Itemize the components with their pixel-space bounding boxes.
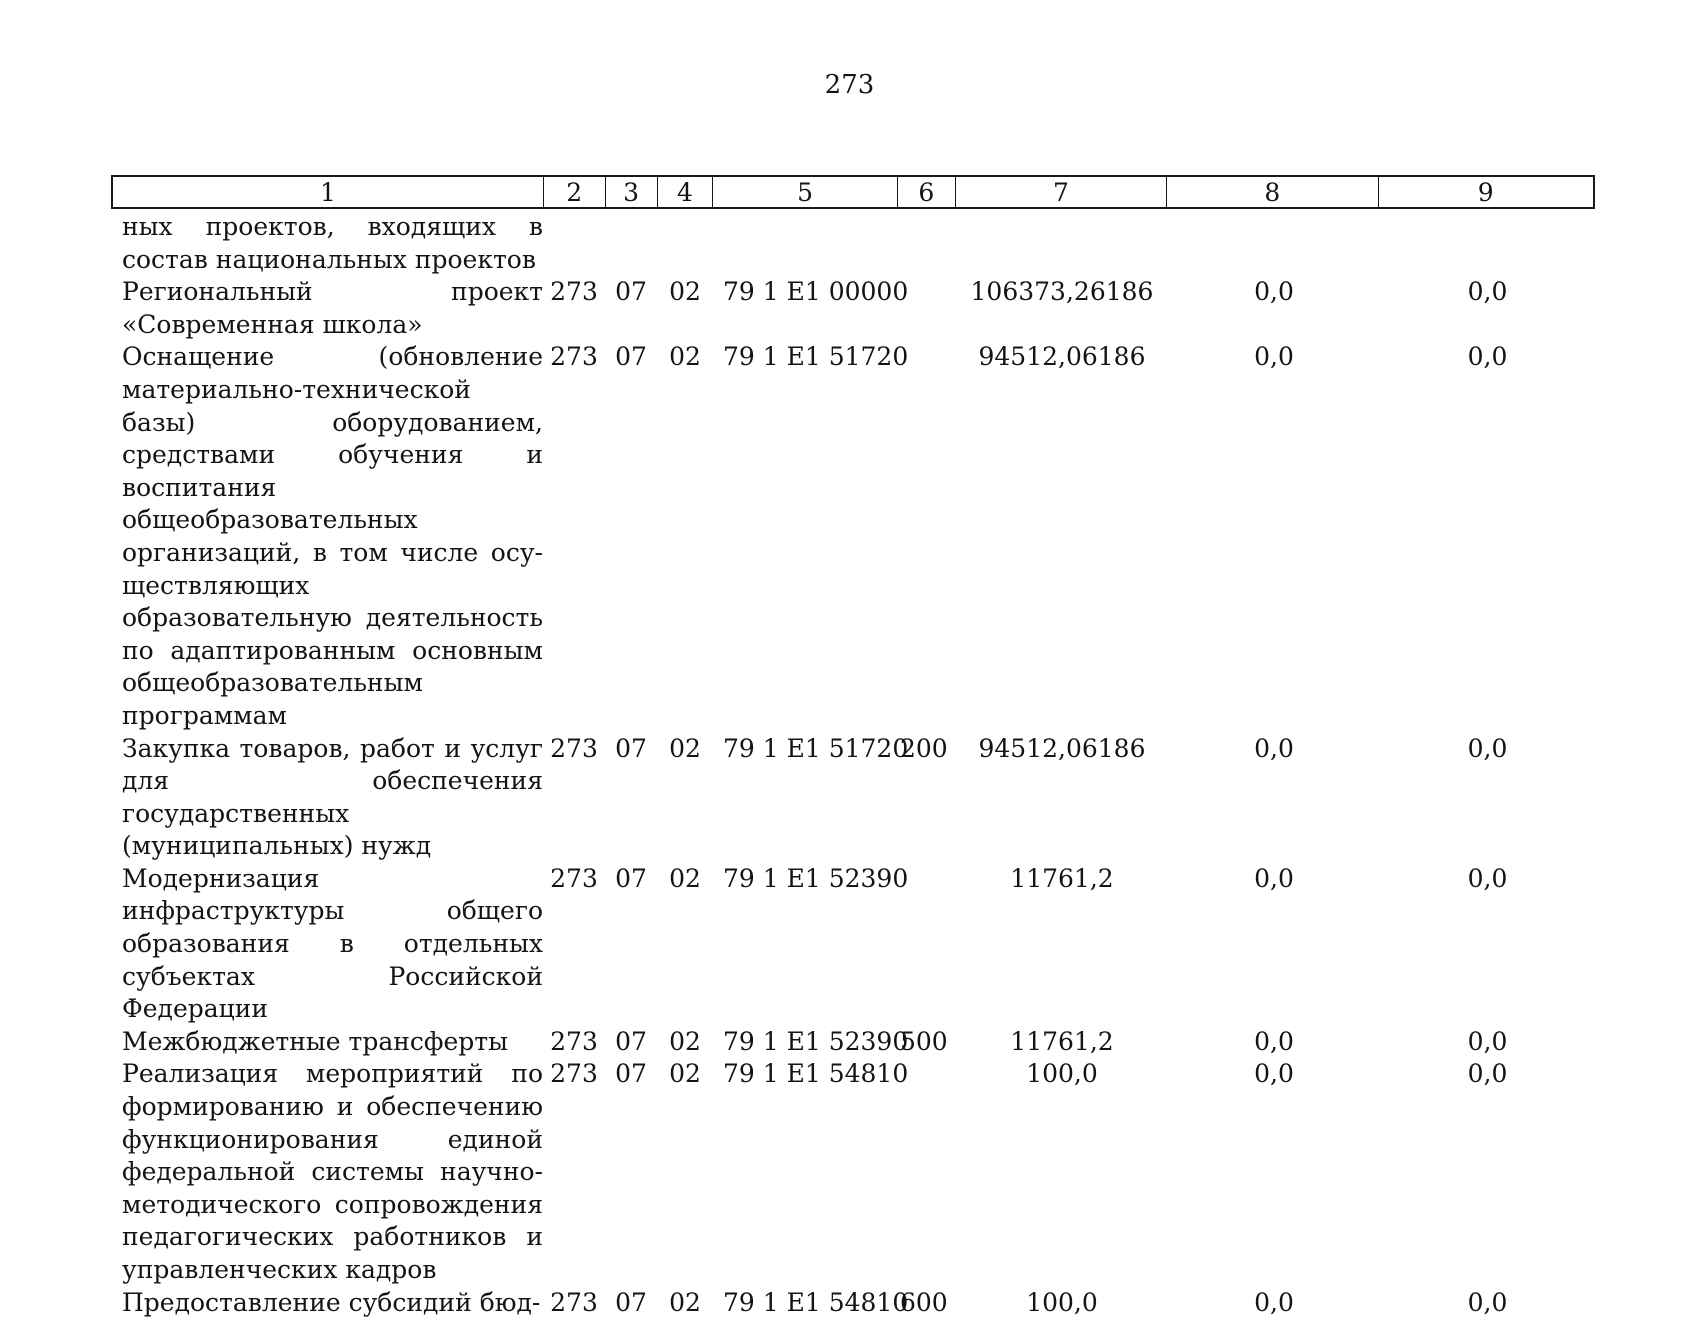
cell-admin-code: 273 — [550, 277, 598, 307]
column-header-7: 7 — [956, 177, 1167, 207]
cell-amount-8: 0,0 — [1254, 733, 1294, 763]
cell-expense-type — [898, 863, 956, 1026]
cell-admin-code: 273 — [550, 342, 598, 372]
cell-subsection: 02 — [669, 277, 701, 307]
row-name: Реализация мероприятий по формированию и обеспечению функционирования единой федеральной системы научно-методического сопровождения педагогических работников и управленческих кадров — [122, 1059, 543, 1284]
cell-section: 07 — [615, 863, 647, 893]
cell-section: 07 — [615, 342, 647, 372]
column-header-5: 5 — [713, 177, 898, 207]
cell-amount-9: 0,0 — [1467, 863, 1508, 893]
table-row — [111, 341, 1595, 732]
cell-amount-9: 0,0 — [1467, 277, 1508, 307]
cell-expense-type — [898, 276, 956, 341]
table-row — [111, 1287, 1595, 1319]
cell-amount-9: 0,0 — [1467, 1059, 1508, 1089]
cell-expense-type: 500 — [900, 1026, 948, 1056]
cell-target-article: 79 1 E1 51720 — [723, 342, 909, 372]
cell-admin-code: 273 — [550, 1059, 598, 1089]
table-row — [111, 276, 1595, 341]
table-row — [111, 1026, 1595, 1059]
cell-amount-8: 0,0 — [1254, 342, 1294, 372]
cell-amount-7: 100,0 — [1026, 1287, 1098, 1317]
cell-amount-7: 94512,06186 — [978, 733, 1146, 763]
cell-subsection: 02 — [669, 733, 701, 763]
table-row — [111, 211, 1595, 276]
column-header-6: 6 — [898, 177, 956, 207]
row-name: ных проектов, входящих в состав национальных проектов — [122, 212, 543, 274]
cell-amount-8: 0,0 — [1254, 1026, 1294, 1056]
cell-subsection: 02 — [669, 863, 701, 893]
cell-subsection: 02 — [669, 1026, 701, 1056]
cell-amount-8: 0,0 — [1254, 277, 1294, 307]
cell-target-article: 79 1 E1 52390 — [723, 1026, 909, 1056]
cell-amount-8: 0,0 — [1254, 1287, 1294, 1317]
cell-amount-9: 0,0 — [1467, 1287, 1508, 1317]
cell-target-article: 79 1 E1 54810 — [723, 1059, 909, 1089]
cell-admin-code: 273 — [550, 733, 598, 763]
row-name: Закупка товаров, работ и услуг для обеспечения государственных (муниципальных) нужд — [122, 733, 543, 861]
cell-amount-8: 0,0 — [1254, 1059, 1294, 1089]
cell-expense-type — [898, 1058, 956, 1286]
table-row — [111, 733, 1595, 863]
cell-target-article — [713, 211, 898, 276]
column-header-9: 9 — [1477, 178, 1494, 207]
cell-target-article: 79 1 E1 00000 — [723, 277, 909, 307]
cell-target-article: 79 1 E1 51720 — [723, 733, 909, 763]
row-name: Предоставление субсидий бюд- — [122, 1287, 541, 1317]
cell-subsection: 02 — [669, 342, 701, 372]
cell-admin-code — [543, 211, 605, 276]
table-header — [111, 175, 1595, 209]
cell-admin-code: 273 — [550, 1287, 598, 1317]
row-name: Модернизация инфраструктуры общего образования в отдельных субъектах Российской Федерации — [122, 863, 543, 1024]
cell-subsection: 02 — [669, 1287, 701, 1317]
row-name: Региональный проект «Современная школа» — [122, 277, 543, 339]
cell-expense-type — [898, 211, 956, 276]
cell-target-article: 79 1 E1 54810 — [723, 1287, 909, 1317]
cell-expense-type: 600 — [900, 1287, 948, 1317]
cell-expense-type: 200 — [900, 733, 948, 763]
cell-section: 07 — [615, 1059, 647, 1089]
cell-expense-type — [898, 341, 956, 732]
cell-amount-9: 0,0 — [1467, 1026, 1508, 1056]
cell-subsection — [657, 211, 713, 276]
cell-amount-8: 0,0 — [1254, 863, 1294, 893]
cell-section — [605, 211, 657, 276]
cell-admin-code: 273 — [550, 1026, 598, 1056]
table-row — [111, 1058, 1595, 1286]
cell-admin-code: 273 — [550, 863, 598, 893]
column-header-2: 2 — [544, 177, 606, 207]
row-name: Межбюджетные трансферты — [122, 1026, 509, 1056]
cell-amount-7: 11761,2 — [1010, 863, 1114, 893]
cell-target-article: 79 1 E1 52390 — [723, 863, 909, 893]
column-header-3: 3 — [606, 177, 658, 207]
cell-amount-7: 100,0 — [1026, 1059, 1098, 1089]
cell-amount-7 — [956, 211, 1168, 276]
cell-amount-8 — [1168, 211, 1380, 276]
cell-amount-9 — [1380, 211, 1595, 276]
table-row — [111, 863, 1595, 1026]
cell-section: 07 — [615, 277, 647, 307]
column-header-1: 1 — [113, 177, 544, 207]
table-body — [111, 211, 1595, 1319]
column-header-8: 8 — [1167, 177, 1378, 207]
cell-amount-7: 94512,06186 — [978, 342, 1146, 372]
page-number: 273 — [824, 70, 875, 100]
cell-amount-9: 0,0 — [1467, 342, 1508, 372]
cell-amount-9: 0,0 — [1467, 733, 1508, 763]
row-name: Оснащение (обновление материально-технической базы) оборудованием, средствами обучения и воспитания общеобразовательных организаций, в том числе осуществляющих образовательную деятельность по адаптированным основным общеобразовательным программам — [122, 342, 543, 730]
cell-section: 07 — [615, 1026, 647, 1056]
cell-section: 07 — [615, 1287, 647, 1317]
cell-amount-7: 11761,2 — [1010, 1026, 1114, 1056]
cell-amount-7: 106373,26186 — [970, 277, 1154, 307]
cell-subsection: 02 — [669, 1059, 701, 1089]
column-header-4: 4 — [658, 177, 714, 207]
cell-section: 07 — [615, 733, 647, 763]
